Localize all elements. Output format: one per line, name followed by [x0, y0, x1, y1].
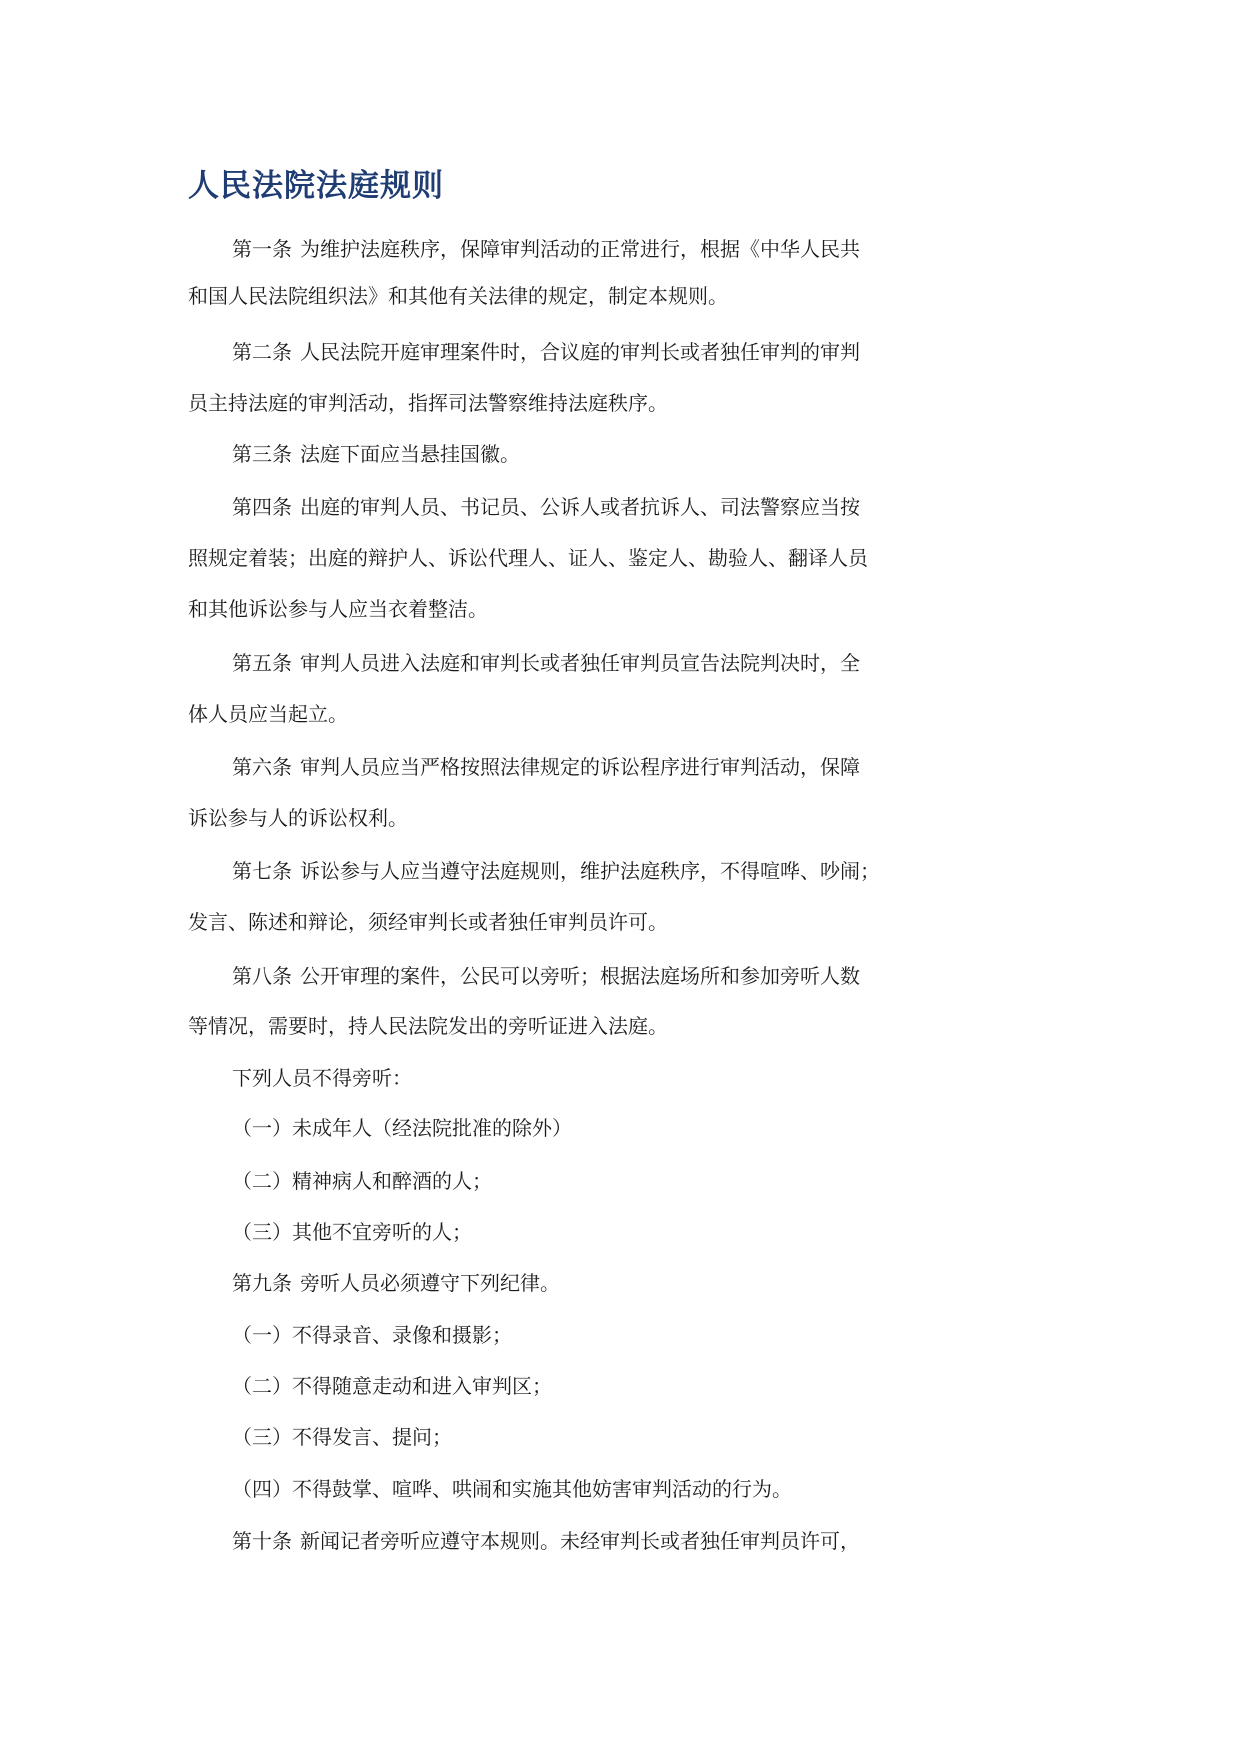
- line-text: 照规定着装；出庭的辩护人、诉讼代理人、证人、鉴定人、勘验人、翻译人员: [188, 546, 868, 570]
- line-text: 审判人员应当严格按照法律规定的诉讼程序进行审判活动，保障: [300, 755, 860, 779]
- list-item: [232, 1219, 472, 1245]
- line-text: 为维护法庭秩序，保障审判活动的正常进行，根据《中华人民共: [300, 237, 860, 261]
- article-number: 第八条: [232, 964, 292, 988]
- paragraph-line: [232, 441, 520, 467]
- paragraph-line: [188, 805, 408, 831]
- paragraph-line: [232, 1528, 860, 1554]
- paragraph-line: [232, 339, 860, 365]
- line-text: 人民法院开庭审理案件时，合议庭的审判长或者独任审判的审判: [300, 340, 860, 364]
- list-item: [232, 1322, 512, 1348]
- line-text: 出庭的审判人员、书记员、公诉人或者抗诉人、司法警察应当按: [300, 495, 860, 519]
- list-item: [232, 1373, 552, 1399]
- line-text: 公开审理的案件，公民可以旁听；根据法庭场所和参加旁听人数: [300, 964, 860, 988]
- article-number: 第七条: [232, 859, 292, 883]
- line-text: （一）不得录音、录像和摄影；: [232, 1323, 512, 1347]
- line-text: 和其他诉讼参与人应当衣着整洁。: [188, 597, 488, 621]
- paragraph-line: [232, 494, 860, 520]
- line-text: 和国人民法院组织法》和其他有关法律的规定，制定本规则。: [188, 284, 728, 308]
- paragraph-line: [188, 596, 488, 622]
- paragraph-line: [188, 1013, 668, 1039]
- article-number: 第三条: [232, 442, 292, 466]
- paragraph-line: [232, 963, 860, 989]
- line-text: 诉讼参与人应当遵守法庭规则，维护法庭秩序，不得喧哗、吵闹；: [300, 859, 880, 883]
- list-item: [232, 1115, 572, 1141]
- line-text: 下列人员不得旁听：: [232, 1066, 412, 1090]
- line-text: （一）未成年人（经法院批准的除外）: [232, 1116, 572, 1140]
- paragraph-line: [232, 754, 860, 780]
- paragraph-line: [188, 545, 868, 571]
- line-text: 员主持法庭的审判活动，指挥司法警察维持法庭秩序。: [188, 391, 668, 415]
- line-text: 新闻记者旁听应遵守本规则。未经审判长或者独任审判员许可，: [300, 1529, 860, 1553]
- paragraph-line: [188, 390, 668, 416]
- paragraph-line: [232, 1270, 560, 1296]
- line-text: （四）不得鼓掌、喧哗、哄闹和实施其他妨害审判活动的行为。: [232, 1477, 792, 1501]
- line-text: 诉讼参与人的诉讼权利。: [188, 806, 408, 830]
- paragraph-line: [232, 1065, 412, 1091]
- paragraph-line: [188, 909, 668, 935]
- paragraph-line: [232, 858, 880, 884]
- article-number: 第一条: [232, 237, 292, 261]
- list-item: [232, 1424, 452, 1450]
- article-number: 第十条: [232, 1529, 292, 1553]
- line-text: （二）精神病人和醉酒的人；: [232, 1169, 492, 1193]
- line-text: （二）不得随意走动和进入审判区；: [232, 1374, 552, 1398]
- line-text: （三）其他不宜旁听的人；: [232, 1220, 472, 1244]
- line-text: 体人员应当起立。: [188, 702, 348, 726]
- article-number: 第四条: [232, 495, 292, 519]
- article-number: 第九条: [232, 1271, 292, 1295]
- paragraph-line: [232, 236, 860, 262]
- line-text: 等情况，需要时，持人民法院发出的旁听证进入法庭。: [188, 1014, 668, 1038]
- paragraph-line: [188, 701, 348, 727]
- line-text: 审判人员进入法庭和审判长或者独任审判员宣告法院判决时，全: [300, 651, 860, 675]
- line-text: 法庭下面应当悬挂国徽。: [300, 442, 520, 466]
- list-item: [232, 1476, 792, 1502]
- paragraph-line: [232, 650, 860, 676]
- article-number: 第五条: [232, 651, 292, 675]
- list-item: [232, 1168, 492, 1194]
- article-number: 第六条: [232, 755, 292, 779]
- article-number: 第二条: [232, 340, 292, 364]
- line-text: 发言、陈述和辩论，须经审判长或者独任审判员许可。: [188, 910, 668, 934]
- line-text: （三）不得发言、提问；: [232, 1425, 452, 1449]
- paragraph-line: [188, 283, 728, 309]
- document-title: 人民法院法庭规则: [188, 168, 444, 204]
- line-text: 旁听人员必须遵守下列纪律。: [300, 1271, 560, 1295]
